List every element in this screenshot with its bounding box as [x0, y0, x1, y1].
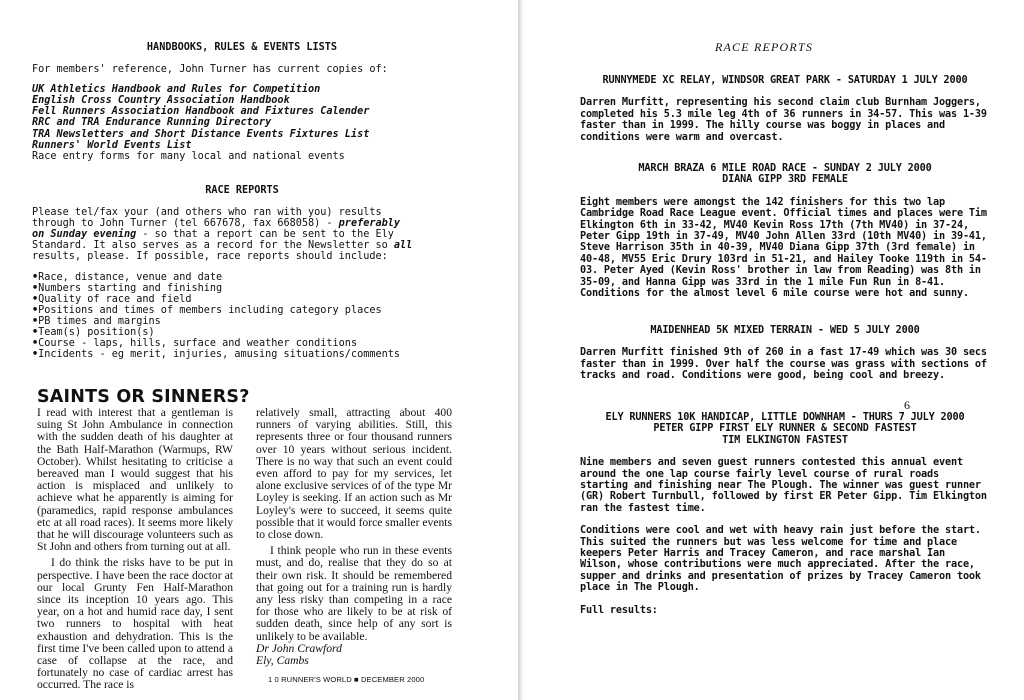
report-body: Darren Murfitt, representing his second claim club Burnham Joggers, completed his 5.3 mile leg 4th of 36 runners in 34-57. This was 1-39 faster than in 1999. The hilly course was boggy in places and conditions were warm and overcast.: [580, 97, 987, 143]
handbook-item: TRA Newsletters and Short Distance Events Fixtures List: [32, 128, 370, 140]
letter-column-1: [37, 407, 233, 692]
race-reports-notice: [32, 185, 452, 360]
march-report: [580, 163, 990, 299]
notice-text: Standard. It also serves as a record for the Newsletter so: [32, 240, 394, 252]
right-page: [524, 0, 1024, 700]
report-heading: RUNNYMEDE XC RELAY, WINDSOR GREAT PARK - SATURDAY 1 JULY 2000: [602, 75, 968, 86]
page-footer: 1 0 RUNNER'S WORLD ■ DECEMBER 2000: [268, 675, 425, 684]
notice-bullet: • PB times and margins: [32, 316, 452, 327]
report-subheading: PETER GIPP FIRST ELY RUNNER & SECOND FASTEST: [653, 423, 917, 435]
notice-emphasis: on Sunday evening: [32, 229, 137, 241]
letter-paragraph: I think people who run in these events must, and do, realise that they do so at their own risk. It should be remembered that going out for a training run is hardly any less risky than competing in a race for those who are likely to be at risk of sudden death, since help of any sort is unlikely to be available.: [256, 544, 452, 643]
handbook-item: Runners' World Events List: [32, 139, 192, 151]
saints-title: SAINTS OR SINNERS?: [37, 387, 250, 407]
report-subheading: DIANA GIPP 3RD FEMALE: [722, 174, 848, 186]
handbooks-list: [32, 84, 452, 151]
full-results-label: Full results:: [580, 604, 658, 616]
letter-paragraph: relatively small, attracting about 400 runners of varying abilities. Still, this represents three or four thousand runners over 10 years without serious incident. There is no way that such an event could even afford to pay for my services, let alone exclusive services of of the type Mr Loyley is seeking. If an action such as Mr Loyley's were to succeed, it seems quite possible that it would force smaller events to close down.: [256, 406, 452, 542]
handbook-item: UK Athletics Handbook and Rules for Competition: [32, 84, 321, 96]
report-body: Conditions were cool and wet with heavy rain just before the start. This suited the runners but was less welcome for time and place keepers Peter Harris and Tracey Cameron, and race marshal Ian Wilson, whose contributions were much appreciated. After the race, supper and drinks and presentation of prizes by Tracey Cameron took place in The Plough.: [580, 525, 981, 594]
notice-text: through to John Turner (tel 667678, fax 668058) -: [32, 218, 339, 230]
report-heading: ELY RUNNERS 10K HANDICAP, LITTLE DOWNHAM - THURS 7 JULY 2000: [605, 412, 965, 423]
report-body: Nine members and seven guest runners contested this annual event around the one lap course fairly level course of rural roads starting and finishing near The Plough. The winner was guest runner (GR) Robert Turnbull, followed by first ER Peter Gipp. Tim Elkington ran the fastest time.: [580, 457, 987, 514]
report-heading: MAIDENHEAD 5K MIXED TERRAIN - WED 5 JULY 2000: [650, 325, 920, 336]
report-body: Darren Murfitt finished 9th of 260 in a fast 17-49 which was 30 secs faster than in 1999. Over half the course was grass with sections of tracks and road. Conditions were good, being cool and breezy.: [580, 347, 987, 382]
notice-line: [32, 229, 452, 240]
handbooks-section: [32, 42, 452, 162]
notice-bullet: • Incidents - eg merit, injuries, amusing situations/comments: [32, 349, 452, 360]
notice-bullet: • Positions and times of members including category places: [32, 305, 452, 316]
letter-signature-place: Ely, Cambs: [256, 654, 309, 668]
handbook-item: Fell Runners Association Handbook and Fixtures Calender: [32, 106, 370, 118]
maidenhead-report: [580, 325, 990, 382]
handwritten-correction: 6: [904, 398, 910, 412]
letter-column-2: [256, 407, 452, 667]
handbook-last-item: Race entry forms for many local and national events: [32, 150, 345, 162]
handbooks-title: HANDBOOKS, RULES & EVENTS LISTS: [146, 42, 338, 53]
runnymede-report: [580, 75, 990, 143]
notice-line: [32, 218, 452, 229]
report-heading: MARCH BRAZA 6 MILE ROAD RACE - SUNDAY 2 JULY 2000: [638, 163, 932, 174]
notice-line: Please tel/fax your (and others who ran with you) results: [32, 207, 382, 219]
notice-bullet-list: [32, 272, 452, 361]
notice-text: - so that a report can be sent to the Ely: [136, 229, 394, 241]
ely-report: [580, 412, 990, 616]
notice-bullet: • Team(s) position(s): [32, 327, 452, 338]
notice-bullet: • Race, distance, venue and date: [32, 272, 452, 283]
notice-line: [32, 240, 452, 251]
notice-emphasis: all: [393, 240, 413, 252]
notice-bullet: • Quality of race and field: [32, 294, 452, 305]
report-body: Eight members were amongst the 142 finishers for this two lap Cambridge Road Race League event. Official times and places were Tim Elkington 6th in 33-42, MV40 Kevin Ross 17th (7th MV40) in 37-24, Peter Gipp 19th in 37-49, MV40 John Allen 33rd (10th MV40) in 39-41, Steve Harrison 35th in 40-39, MV40 Diana Gipp 37th (3rd female) in 40-48, MV55 Eric Drury 103rd in 51-21, and Hailey Tooke 119th in 54-03. Peter Ayed (Kevin Ross' brother in law from Reading) was 8th in 35-09, and Hanna Gipp was 33rd in the 1 mile Fun Run in 8-41. Conditions for the almost level 6 mile course were hot and sunny.: [580, 196, 987, 300]
race-reports-notice-title: RACE REPORTS: [205, 185, 279, 196]
notice-bullet: • Numbers starting and finishing: [32, 283, 452, 294]
letter-signature-name: Dr John Crawford: [256, 641, 342, 655]
handbook-item: English Cross Country Association Handbook: [32, 95, 290, 107]
handbooks-intro: For members' reference, John Turner has current copies of:: [32, 64, 388, 76]
report-subheading: TIM ELKINGTON FASTEST: [722, 434, 848, 446]
race-reports-title: RACE REPORTS: [714, 40, 814, 54]
notice-paragraph: [32, 207, 452, 262]
handbook-item: RRC and TRA Endurance Running Directory: [32, 117, 272, 129]
notice-emphasis: preferably: [338, 218, 401, 230]
letter-paragraph: I do think the risks have to be put in perspective. I have been the race doctor at our local Grunty Fen Half-Marathon since its inception 10 years ago. This year, on a hot and humid race day, I sent two runners to hospital with heat exhaustion and dehydration. This is the first time I've been called upon to attend a case of collapse at the race, and fortunately no case of cardiac arrest has occurred. The race is: [37, 556, 233, 692]
notice-bullet: • Course - laps, hills, surface and weather conditions: [32, 338, 452, 349]
notice-line: results, please. If possible, race reports should include:: [32, 251, 388, 263]
letter-paragraph: I read with interest that a gentleman is suing St John Ambulance in connection with the sudden death of his daughter at the Bath Half-Marathon (Warmups, RW October). Whilst hesitating to criticise a bereaved man I would suggest that his action is misplaced and unlikely to achieve what he apparently is aiming for (paramedics, rapid response ambulances etc at all road races). It seems more likely that he will discourage volunteers such as St John and others from turning out at all.: [37, 406, 233, 554]
